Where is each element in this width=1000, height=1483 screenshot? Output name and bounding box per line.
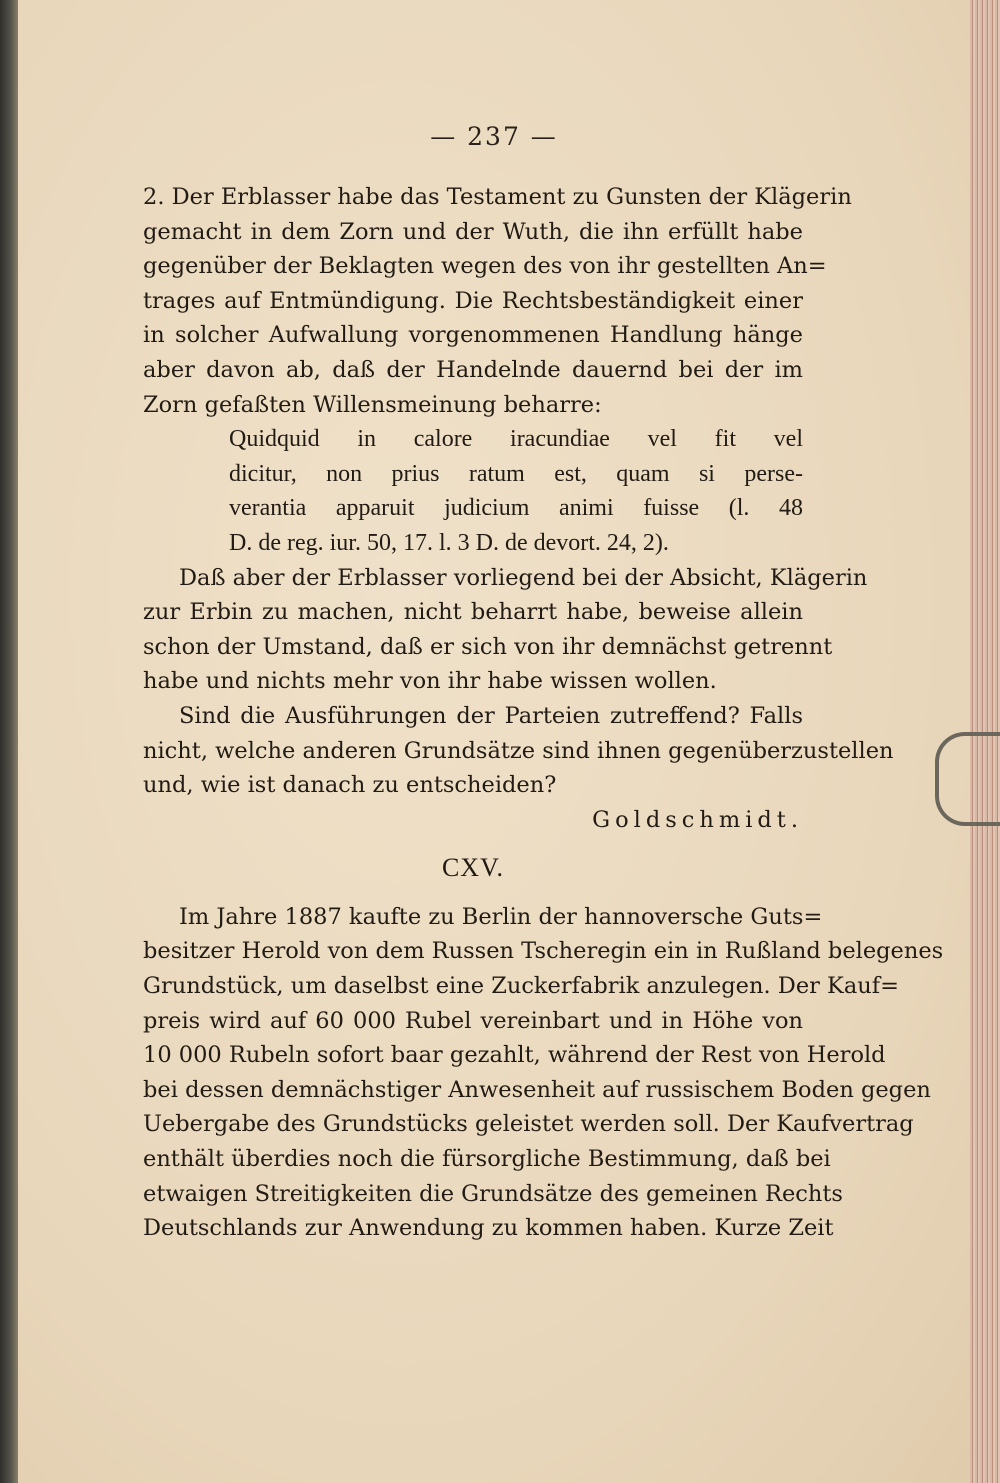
text-line: Im Jahre 1887 kaufte zu Berlin der hannoversche Guts= (179, 903, 823, 930)
text-line: Sind die Ausführungen der Parteien zutreffend? Falls (179, 702, 803, 729)
text-line: und, wie ist danach zu entscheiden? (143, 772, 557, 799)
text-line: Zorn gefaßten Willensmeinung beharre: (143, 391, 602, 418)
text-line: besitzer Herold von dem Russen Tscheregin ein in Rußland belegenes (143, 938, 944, 965)
text-line: zur Erbin zu machen, nicht beharrt habe, beweise allein (143, 599, 803, 626)
latin-quote-line: verantia apparuit judicium animi fuisse (l. 48 (229, 495, 803, 522)
page-text (143, 180, 944, 1246)
latin-quote-line: Quidquid in calore iracundiae vel fit vel (229, 426, 803, 453)
text-line: etwaigen Streitigkeiten die Grundsätze des gemeinen Rechts (143, 1180, 843, 1207)
text-line: bei dessen demnächstiger Anwesenheit auf russischem Boden gegen (143, 1076, 931, 1103)
text-line: nicht, welche anderen Grundsätze sind ihnen gegenüberzustellen (143, 737, 894, 764)
text-line: Grundstück, um daselbst eine Zuckerfabrik anzulegen. Der Kauf= (143, 973, 899, 1000)
text-line: in solcher Aufwallung vorgenommenen Handlung hänge (143, 322, 803, 349)
latin-quote-line: dicitur, non prius ratum est, quam si perse- (229, 460, 803, 487)
author-signature: Goldschmidt. (592, 806, 803, 833)
page-number: — 237 — (430, 122, 558, 151)
book-binding (0, 0, 18, 1483)
text-line: gegenüber der Beklagten wegen des von ihr gestellten An= (143, 253, 827, 280)
text-line: 10 000 Rubeln sofort baar gezahlt, während der Rest von Herold (143, 1042, 886, 1069)
latin-quote-line: D. de reg. iur. 50, 17. l. 3 D. de devort. 24, 2). (229, 529, 669, 556)
text-line: gemacht in dem Zorn und der Wuth, die ihn erfüllt habe (143, 218, 803, 245)
text-line: Deutschlands zur Anwendung zu kommen haben. Kurze Zeit (143, 1215, 834, 1242)
text-line: Daß aber der Erblasser vorliegend bei der Absicht, Klägerin (179, 564, 868, 591)
page-clip-icon (935, 732, 1000, 826)
text-line: trages auf Entmündigung. Die Rechtsbeständigkeit einer (143, 287, 803, 314)
text-line: habe und nichts mehr von ihr habe wissen wollen. (143, 668, 717, 695)
text-line: schon der Umstand, daß er sich von ihr demnächst getrennt (143, 633, 833, 660)
text-line: 2. Der Erblasser habe das Testament zu Gunsten der Klägerin (143, 184, 852, 210)
text-line: enthält überdies noch die fürsorgliche Bestimmung, daß bei (143, 1146, 831, 1173)
text-line: preis wird auf 60 000 Rubel vereinbart und in Höhe von (143, 1007, 803, 1034)
section-heading: CXV. (441, 853, 505, 883)
text-line: aber davon ab, daß der Handelnde dauernd bei der im (143, 356, 803, 383)
text-line: Uebergabe des Grundstücks geleistet werden soll. Der Kaufvertrag (143, 1111, 914, 1138)
